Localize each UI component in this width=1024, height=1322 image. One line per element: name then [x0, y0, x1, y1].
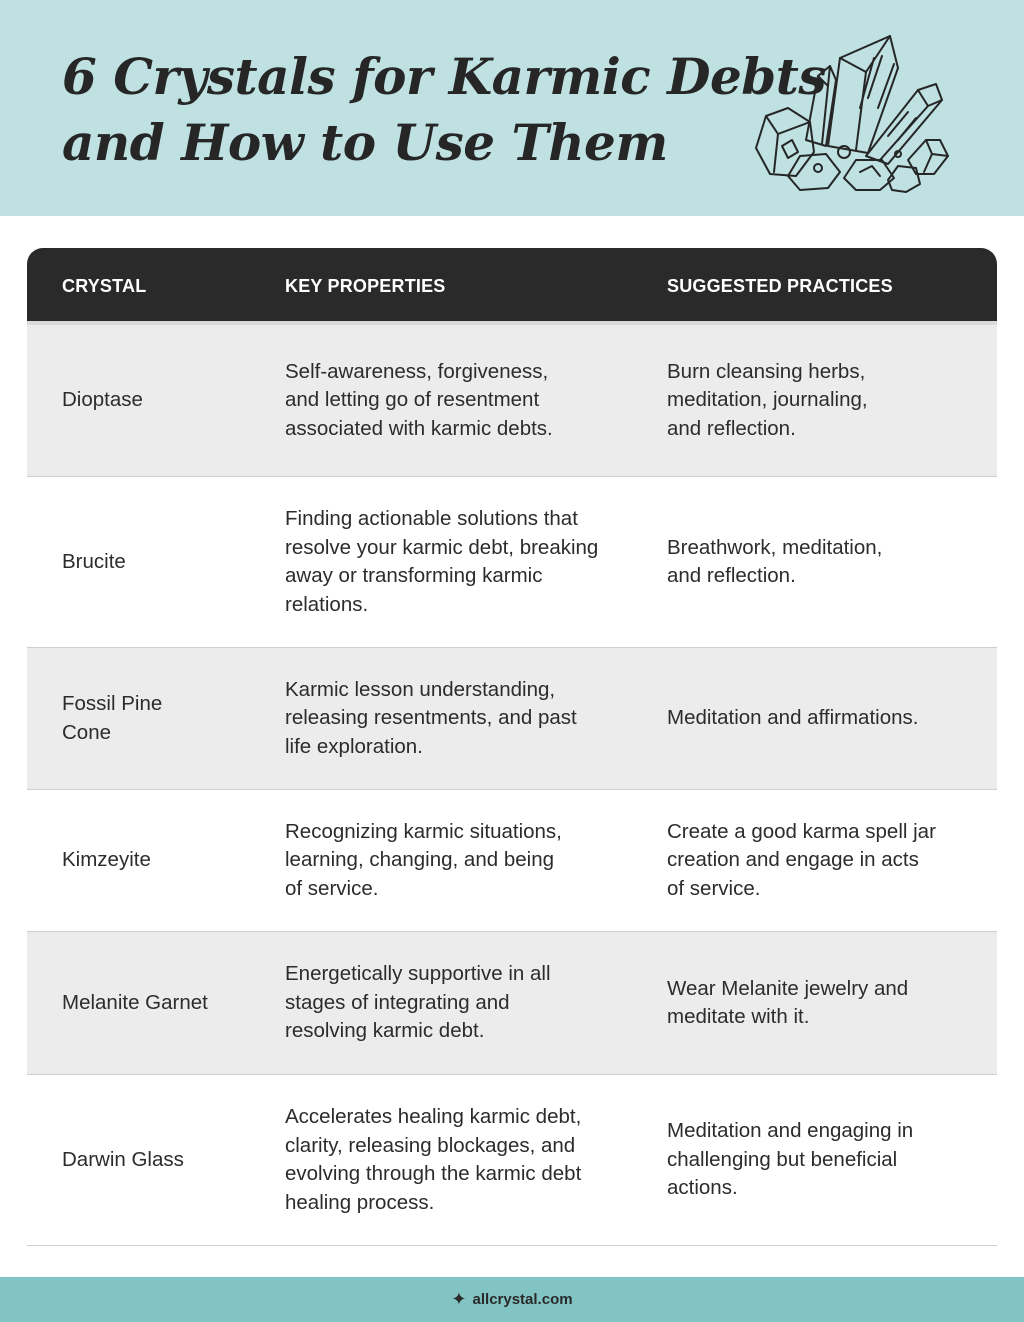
suggested-practices: Meditation and engaging in challenging but beneficial actions.: [667, 1119, 914, 1200]
table-row: [27, 1075, 997, 1246]
suggested-practices: Meditation and affirmations.: [667, 706, 919, 730]
crystal-name: Melanite Garnet: [62, 990, 208, 1014]
sparkle-icon: ✦: [451, 1289, 467, 1309]
table-row: [27, 932, 997, 1075]
table-row: [27, 477, 997, 648]
page-title: [62, 44, 827, 176]
column-header-crystal: CRYSTAL: [62, 276, 147, 296]
crystal-name: Darwin Glass: [62, 1147, 184, 1171]
crystal-name: Dioptase: [62, 388, 143, 412]
crystal-name: Fossil Pine Cone: [62, 692, 163, 744]
column-header-key-properties: KEY PROPERTIES: [285, 276, 446, 296]
crystal-name: Brucite: [62, 549, 126, 573]
suggested-practices: Wear Melanite jewelry and meditate with it.: [667, 976, 909, 1028]
suggested-practices: Burn cleansing herbs, meditation, journaling, and reflection.: [667, 359, 868, 440]
key-properties: Accelerates healing karmic debt, clarity, releasing blockages, and evolving through the karmic debt healing process.: [285, 1105, 582, 1214]
header-banner: [0, 0, 1024, 216]
key-properties: Energetically supportive in all stages of integrating and resolving karmic debt.: [285, 962, 551, 1043]
title-line-1: 6 Crystals for Karmic Debts: [62, 47, 827, 106]
crystal-cluster-icon: [748, 28, 958, 194]
column-header-suggested-practices: SUGGESTED PRACTICES: [667, 276, 893, 296]
key-properties: Karmic lesson understanding, releasing resentments, and past life exploration.: [285, 677, 577, 758]
table-row: [27, 648, 997, 790]
footer-bar: [0, 1277, 1024, 1322]
suggested-practices: Breathwork, meditation, and reflection.: [667, 535, 883, 587]
key-properties: Self-awareness, forgiveness, and letting go of resentment associated with karmic debts.: [285, 359, 553, 440]
table-row: [27, 325, 997, 477]
crystal-table: [27, 248, 997, 1246]
table-row: [27, 790, 997, 932]
suggested-practices: Create a good karma spell jar creation and engage in acts of service.: [667, 819, 936, 900]
footer-site-link[interactable]: allcrystal.com: [472, 1291, 573, 1308]
key-properties: Recognizing karmic situations, learning, changing, and being of service.: [285, 819, 562, 900]
key-properties: Finding actionable solutions that resolve your karmic debt, breaking away or transforming karmic relations.: [285, 507, 599, 616]
table-header: [27, 248, 997, 325]
crystal-name: Kimzeyite: [62, 848, 151, 872]
title-line-2: and How to Use Them: [62, 113, 668, 172]
